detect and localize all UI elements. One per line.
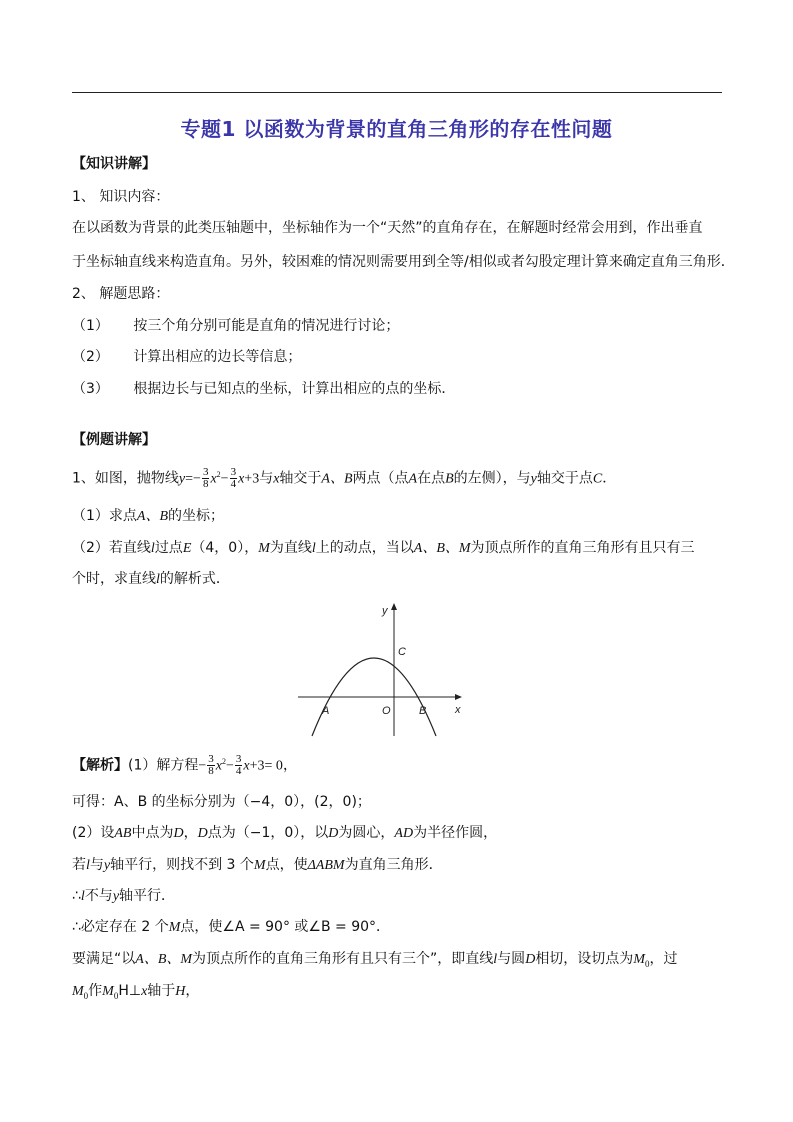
math-x: x (141, 984, 148, 999)
solution-text: 作 (88, 983, 103, 999)
solution-text: ， (183, 825, 198, 841)
solution-text: ， (282, 757, 297, 774)
graph-label-x: x (455, 704, 461, 716)
question-2-cont (72, 569, 230, 590)
question-2-text: 上的动点，当以 (315, 540, 414, 556)
math-b: B (445, 471, 454, 487)
y-axis-arrow-icon (391, 603, 397, 610)
question-2-text: （2）若直线 (72, 540, 151, 556)
question-2-text: 的解析式． (159, 571, 230, 587)
math-minus: − (193, 471, 201, 487)
solution-text: (1）解方程 (128, 757, 199, 774)
problem-intro-text: 的左侧），与 (453, 470, 531, 487)
math-x: x (238, 471, 245, 487)
solution-text: 为顶点所作的直角三角形有且只有三个”，即直线 (192, 951, 494, 967)
math-x: x (215, 758, 222, 774)
math-l: l (80, 889, 85, 904)
example-heading: 【例题讲解】 (72, 432, 156, 448)
solution-heading: 【解析】 (72, 757, 128, 774)
solution-text: 为半径作圆， (413, 825, 498, 841)
question-2-text: 为直线 (269, 540, 312, 556)
solution-text: 为圆心， (338, 825, 395, 841)
content-item: 1、 知识内容： (72, 189, 170, 205)
fraction-numerator: 3 (202, 466, 209, 479)
math-y: y (530, 471, 537, 487)
solution-text: 要满足“以 (72, 951, 136, 967)
step-1-number: （1） (72, 318, 109, 334)
solution-text: 点，使∠A = 90° 或∠B = 90°． (180, 919, 391, 935)
math-triangle-abm: ΔABM (307, 858, 345, 873)
solution-text: ∴必定存在 2 个 (72, 919, 169, 935)
problem-intro-text: 轴交于 (279, 470, 322, 487)
math-eq-zero: = 0 (264, 758, 283, 774)
math-m: M (168, 920, 181, 935)
math-a-b: A、B (321, 471, 353, 487)
question-1-text: 的坐标； (168, 508, 225, 524)
solution-line-6 (72, 917, 390, 938)
step-2 (72, 347, 301, 367)
fraction-3-8 (202, 467, 210, 490)
math-x: x (210, 471, 217, 487)
fraction-denominator: 8 (208, 765, 214, 778)
problem-intro: 1、如图，抛物线y=− $\frac{3}{8}$ $x^2-$ $\frac{3}{4}$ x+3与x轴交于A、B两点（点A在点B的左侧），与y轴交于点C． (72, 466, 617, 491)
math-plus: + (244, 471, 253, 487)
solution-text: 与圆 (497, 951, 526, 967)
solution-text: 轴于 (147, 983, 176, 999)
solution-text: 为直角三角形． (344, 857, 443, 873)
solution-text: 与 (89, 857, 104, 873)
problem-intro-text: 两点（点 (352, 470, 409, 487)
question-1-text: （1）求点 (72, 508, 137, 524)
solution-text: 相切，设切点为 (535, 951, 634, 967)
solution-text: 点为（−1，0），以 (207, 825, 329, 841)
fraction-denominator: 4 (230, 478, 237, 491)
fraction-3-8 (207, 754, 215, 777)
solution-text: ∴ (72, 888, 81, 904)
fraction-numerator: 3 (208, 753, 214, 766)
graph-label-y: y (382, 605, 388, 617)
math-d: D (328, 826, 339, 841)
math-l: l (86, 858, 90, 873)
solution-text: 轴平行，则找不到 3 个 (110, 857, 254, 873)
math-l: l (156, 572, 160, 587)
step-3-text: 根据边长与已知点的坐标，计算出相应的点的坐标． (133, 381, 456, 397)
solution-line-8 (72, 981, 199, 1006)
solution-line-3 (72, 823, 497, 844)
solution-line-1 (72, 750, 297, 779)
math-m0: M (102, 984, 114, 999)
question-2-text: 为顶点所作的直角三角形有且只有三 (470, 540, 695, 556)
question-2-text: 个时，求直线 (72, 571, 156, 587)
content-paragraph-2: 于坐标轴直线来构造直角。另外，较困难的情况则需要用到全等/相似或者勾股定理计算来确定直角三角形． (72, 254, 735, 270)
math-x: x (273, 471, 280, 487)
math-l: l (150, 541, 155, 556)
problem-intro-text: 轴交于点 (536, 470, 593, 487)
math-x: x (243, 758, 250, 774)
solution-text: 若 (72, 857, 86, 873)
solution-line-7 (72, 949, 677, 974)
step-2-number: （2） (72, 349, 109, 365)
math-a-b-m: A、B、M (413, 541, 471, 556)
math-a-b: A、B (136, 509, 169, 524)
math-a-b-m: A、B、M (135, 952, 193, 967)
math-a: A (408, 471, 418, 487)
math-square: 2 (216, 470, 221, 479)
solution-text: H⊥ (118, 983, 142, 999)
math-y: y (103, 858, 111, 873)
math-c: C (592, 471, 603, 487)
fraction-numerator: 3 (235, 753, 242, 766)
problem-intro-text: 与 (259, 470, 274, 487)
math-e: E (182, 541, 192, 556)
math-minus: − (226, 758, 234, 774)
solution-text: 不与 (84, 888, 113, 904)
content-paragraph-1: 在以函数为背景的此类压轴题中，坐标轴作为一个“天然”的直角存在，在解题时经常会用到，作出垂直 (72, 220, 703, 236)
solution-text: 轴平行． (119, 888, 176, 904)
graph-label-a: A (322, 705, 330, 717)
page-title: 专题1 以函数为背景的直角三角形的存在性问题 (180, 117, 613, 141)
math-plus: + (249, 758, 258, 774)
math-d: D (525, 952, 536, 967)
graph-label-b: B (419, 705, 427, 717)
math-ad: AD (394, 826, 414, 841)
math-y: y (112, 889, 120, 904)
math-m0: M (633, 952, 645, 967)
math-subscript-0: 0 (83, 990, 89, 1001)
math-y: y (178, 471, 186, 487)
solution-text: (2）设 (72, 825, 115, 841)
math-subscript-0: 0 (113, 990, 119, 1001)
solution-line-4 (72, 855, 443, 876)
solution-text: ，过 (649, 951, 678, 967)
knowledge-heading: 【知识讲解】 (72, 156, 156, 172)
solution-text: ， (185, 983, 200, 999)
math-m: M (258, 541, 270, 556)
fraction-denominator: 4 (235, 765, 242, 778)
fraction-numerator: 3 (230, 466, 237, 479)
x-axis-arrow-icon (455, 694, 462, 700)
graph-label-o: O (382, 705, 391, 717)
math-h: H (175, 984, 186, 999)
method-item: 2、 解题思路： (72, 286, 170, 302)
solution-line-2: 可得：A、B 的坐标分别为（−4，0），(2，0)； (72, 794, 371, 810)
problem-intro-text: 1、如图，抛物线 (72, 470, 179, 487)
header-rule (72, 92, 722, 93)
math-eq: = (185, 471, 194, 487)
question-2-text: 过点 (154, 540, 183, 556)
math-minus: − (198, 758, 207, 774)
math-l: l (311, 541, 316, 556)
graph-label-c: C (398, 646, 406, 658)
step-3-number: （3） (72, 381, 109, 397)
step-2-text: 计算出相应的边长等信息； (133, 349, 302, 365)
math-l: l (493, 952, 498, 967)
question-1 (72, 506, 224, 527)
fraction-denominator: 8 (202, 478, 209, 491)
step-1-text: 按三个角分别可能是直角的情况进行讨论； (133, 318, 400, 334)
fraction-3-4 (235, 754, 243, 777)
math-subscript-0: 0 (644, 958, 650, 969)
step-3 (72, 379, 455, 399)
solution-text: 中点为 (131, 825, 174, 841)
fraction-3-4 (230, 467, 238, 490)
math-square: 2 (222, 757, 226, 766)
solution-text: 点，使 (265, 857, 308, 873)
math-ab: AB (114, 826, 132, 841)
parabola-figure (294, 600, 466, 738)
math-d: D (197, 826, 208, 841)
math-m0: M (72, 984, 84, 999)
math-three: 3 (257, 758, 265, 774)
problem-intro-text: 在点 (417, 470, 446, 487)
step-1 (72, 316, 399, 336)
math-m: M (253, 858, 266, 873)
math-three: 3 (252, 471, 260, 487)
solution-line-5 (72, 886, 175, 907)
math-minus: − (220, 471, 229, 487)
math-d: D (173, 826, 184, 841)
question-2-text: （4，0）， (191, 540, 259, 556)
question-2 (72, 538, 695, 559)
